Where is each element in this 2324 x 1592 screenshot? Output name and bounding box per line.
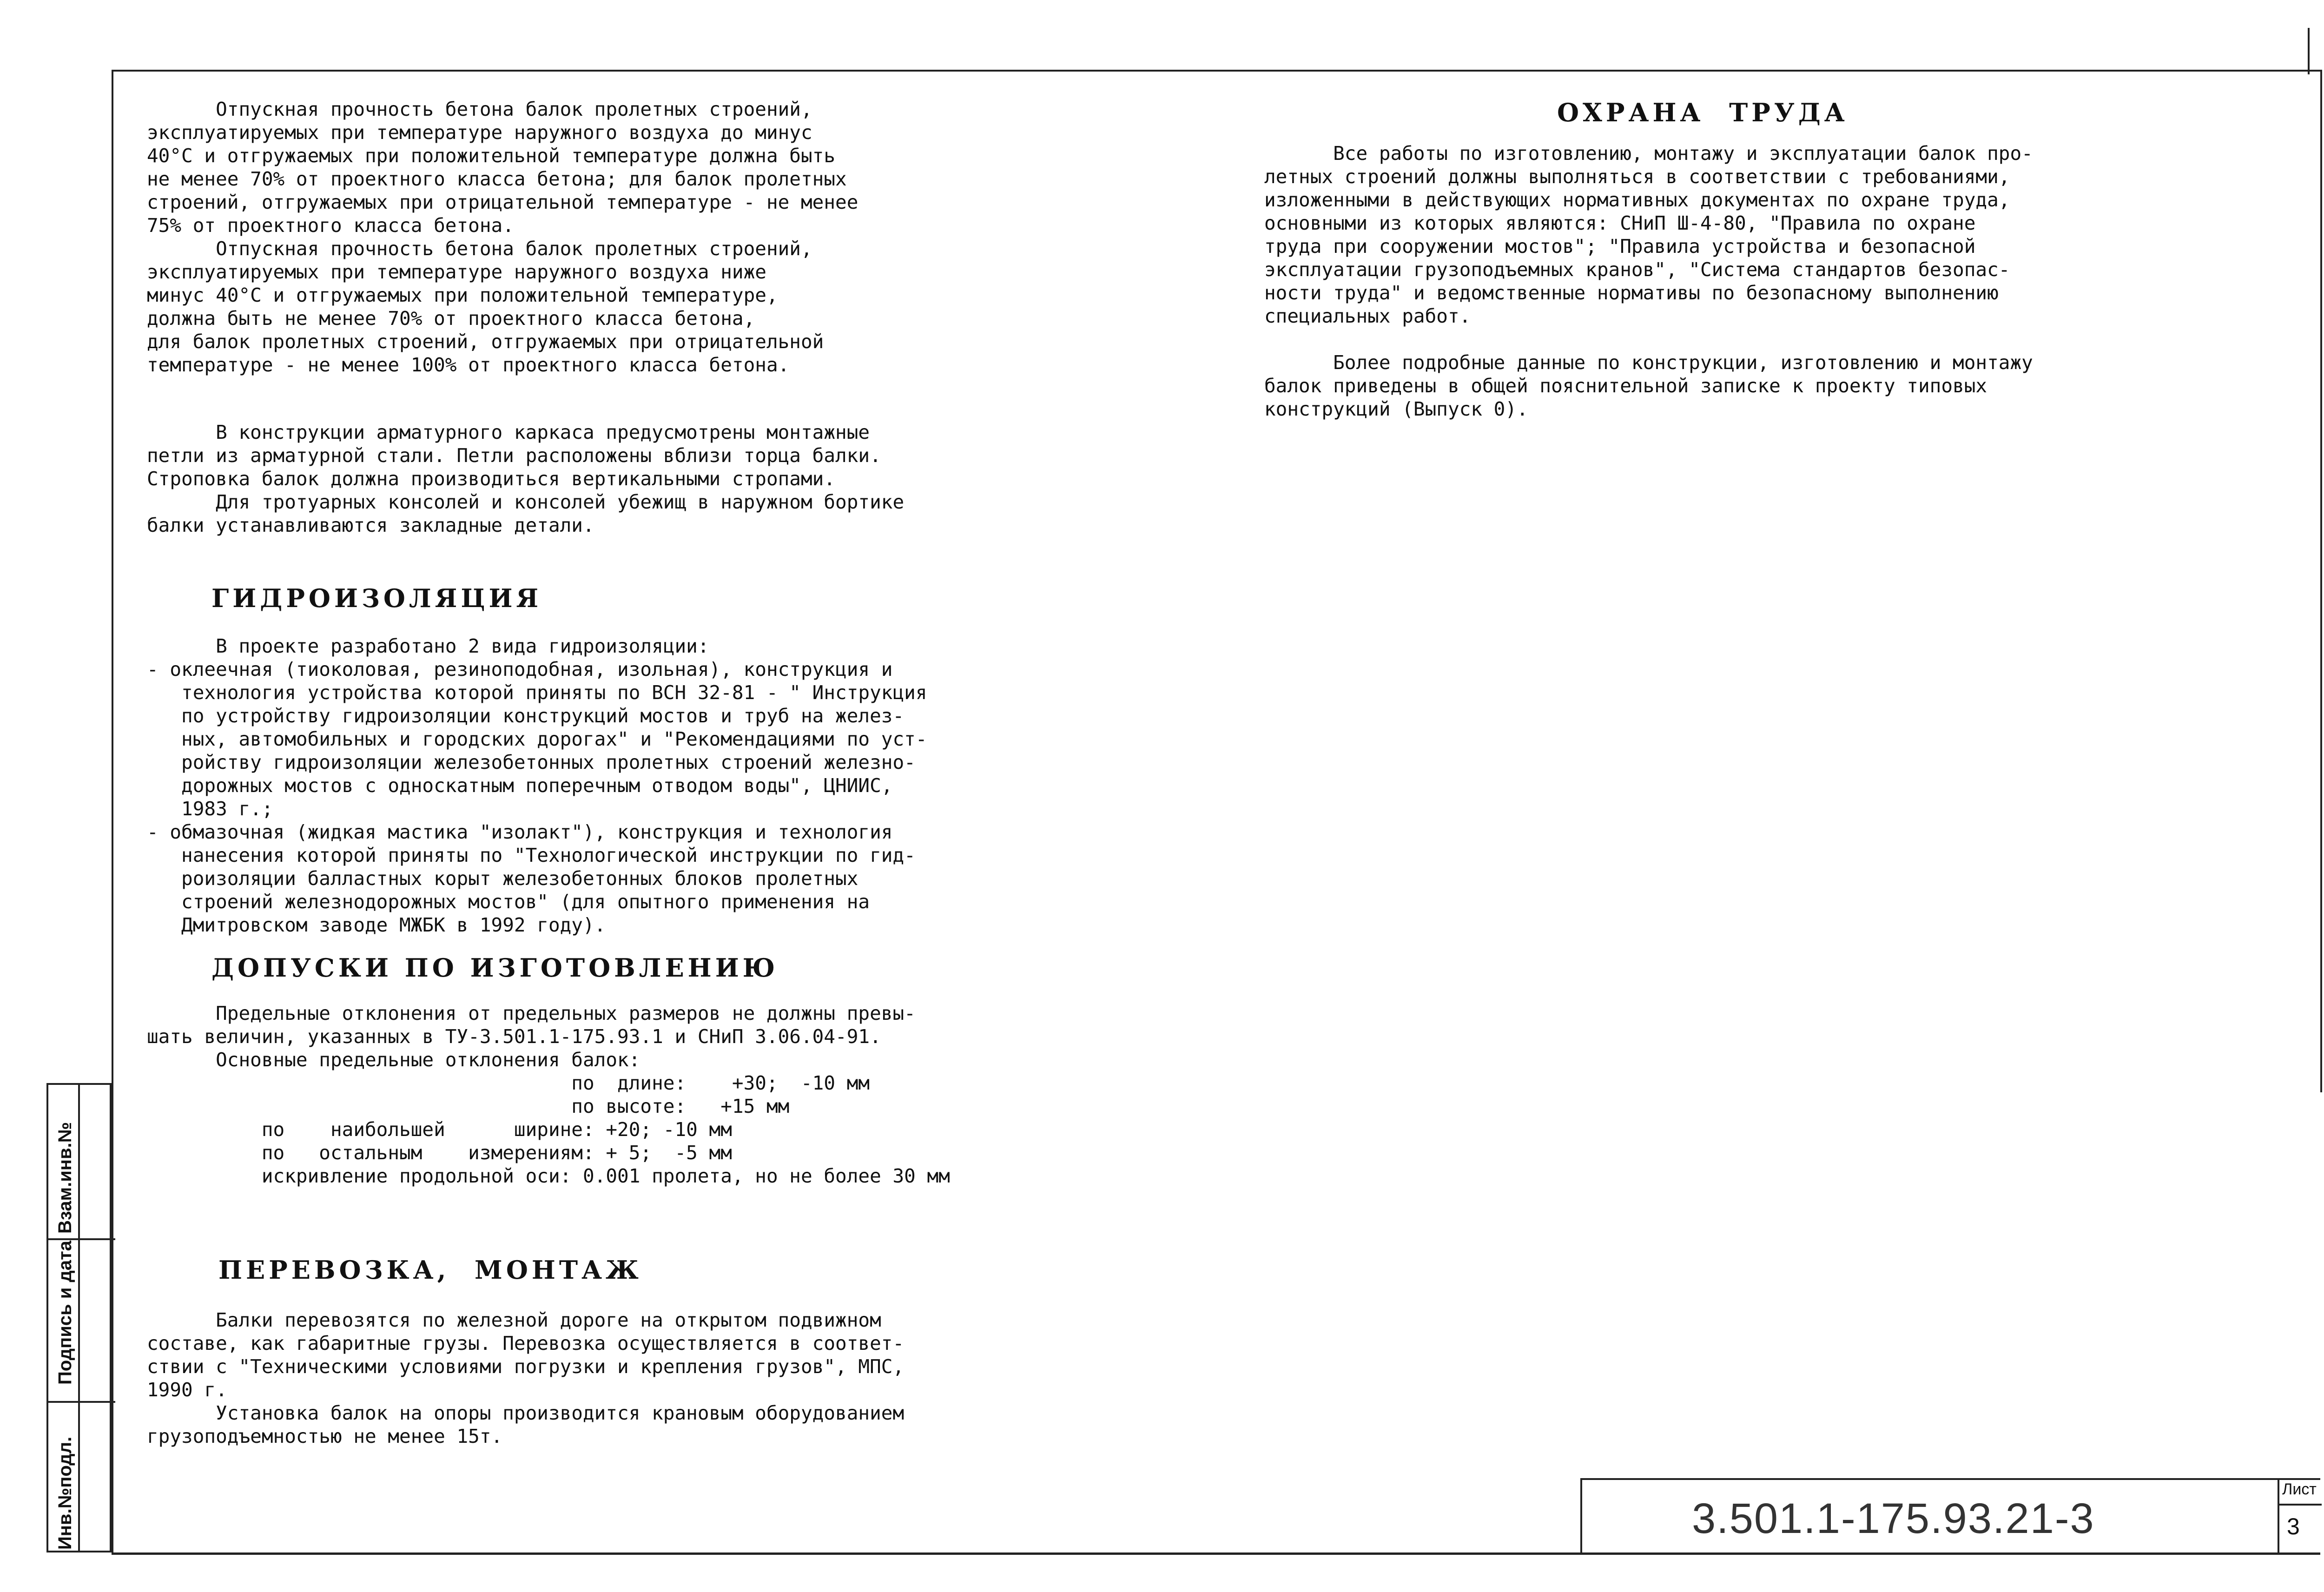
sheet-label: Лист (2282, 1480, 2317, 1498)
stamp-label-inventory: Инв.№подл. (55, 1436, 75, 1550)
intro-paragraph-strength: Отпускная прочность бетона балок пролетных строений, эксплуатируемых при температуре наружного воздуха до минус 40°С и отгружаемых при положительной температуре должна быть не менее 70% от проектного класса бетона; для балок пролетных строений, отгружаемых при отрицательной температуре - не менее 75% от проектного класса бетона. Отпускная прочность бетона балок пролетных строений, эксплуатируемых при температуре наружного воздуха ниже минус 40°С и отгружаемых при положительной температуре, должна быть не менее 70% от проектного класса бетона, для балок пролетных строений, отгружаемых при отрицательной температуре - не менее 100% от проектного класса бетона. (147, 98, 858, 376)
labor-paragraph-main: Все работы по изготовлению, монтажу и эксплуатации балок про- летных строений должны выполняться в соответствии с требованиями, изложенными в действующих нормативных документах по охране труда, основными из которых являются: СНиП Ш-4-80, "Правила по охране труда при сооружении мостов"; "Правила устройства и безопасной эксплуатации грузоподъемных кранов", "Система стандартов безопас- ности труда" и ведомственные нормативы по безопасному выполнению специальных работ. (1264, 142, 2033, 327)
labor-heading: ОХРАНА ТРУДА (1557, 98, 1849, 127)
side-stamp-value-column (80, 1085, 112, 1551)
stamp-label-signature: Подпись и дата (55, 1241, 75, 1385)
side-stamp-label-column (48, 1085, 80, 1551)
corner-tick (2308, 28, 2310, 74)
side-stamp-separator (48, 1238, 115, 1240)
side-stamp (46, 1083, 113, 1552)
waterproofing-heading: ГИДРОИЗОЛЯЦИЯ (211, 583, 542, 613)
labor-paragraph-reference: Более подробные данные по конструкции, изготовлению и монтажу балок приведены в общей пояснительной записке к проекту типовых конструкций (Выпуск 0). (1264, 351, 2033, 420)
transport-heading: ПЕРЕВОЗКА, МОНТАЖ (218, 1255, 642, 1285)
transport-paragraph: Балки перевозятся по железной дороге на открытом подвижном составе, как габаритные грузы. Перевозка осуществляется в соответ- ствии с "Техническими условиями погрузки и крепления грузов", МПС, 1990 г. Установка балок на опоры производится крановым оборудованием грузоподъемностью не менее 15т. (147, 1309, 905, 1447)
stamp-label-replacement: Взам.инв.№ (55, 1122, 75, 1234)
tolerances-heading: ДОПУСКИ ПО ИЗГОТОВЛЕНИЮ (211, 953, 779, 983)
drawing-frame-right-edge (2320, 70, 2322, 1092)
waterproofing-paragraph: В проекте разработано 2 вида гидроизоляции: - оклеечная (тиоколовая, резиноподобная, изольная), конструкция и технология устройства которой приняты по ВСН 32-81 - " Инструкция по устройству гидроизоляции конструкций мостов и труб на желез- ных, автомобильных и городских дорогах" и "Рекомендациями по уст- ройству гидроизоляции железобетонных пролетных строений железно- дорожных мостов с односкатным поперечным отводом воды", ЦНИИС, 1983 г.; - обмазочная (жидкая мастика "изолакт"), конструкция и технология нанесения которой приняты по "Технологической инструкции по гид- роизоляции балластных корыт железобетонных блоков пролетных строений железнодорожных мостов" (для опытного применения на Дмитровском заводе МЖБК в 1992 году). (147, 635, 927, 936)
intro-paragraph-mounting: В конструкции арматурного каркаса предусмотрены монтажные петли из арматурной стали. Петли расположены вблизи торца балки. Строповка балок должна производиться вертикальными стропами. Для тротуарных консолей и консолей убежищ в наружном бортике балки устанавливаются закладные детали. (147, 421, 905, 536)
side-stamp-separator (48, 1401, 115, 1403)
sheet-separator (2278, 1504, 2322, 1506)
sheet-number: 3 (2287, 1513, 2300, 1539)
tolerances-paragraph: Предельные отклонения от предельных размеров не должны превы- шать величин, указанных в ТУ-3.501.1-175.93.1 и СНиП 3.06.04-91. Основные предельные отклонения балок: по длине: +30; -10 мм по высоте: +15 мм по наибольшей ширине: +20; -10 мм по остальным измерениям: + 5; -5 мм искривление продольной оси: 0.001 пролета, но не более 30 мм (147, 1002, 950, 1187)
document-code: 3.501.1-175.93.21-3 (1692, 1495, 2095, 1542)
